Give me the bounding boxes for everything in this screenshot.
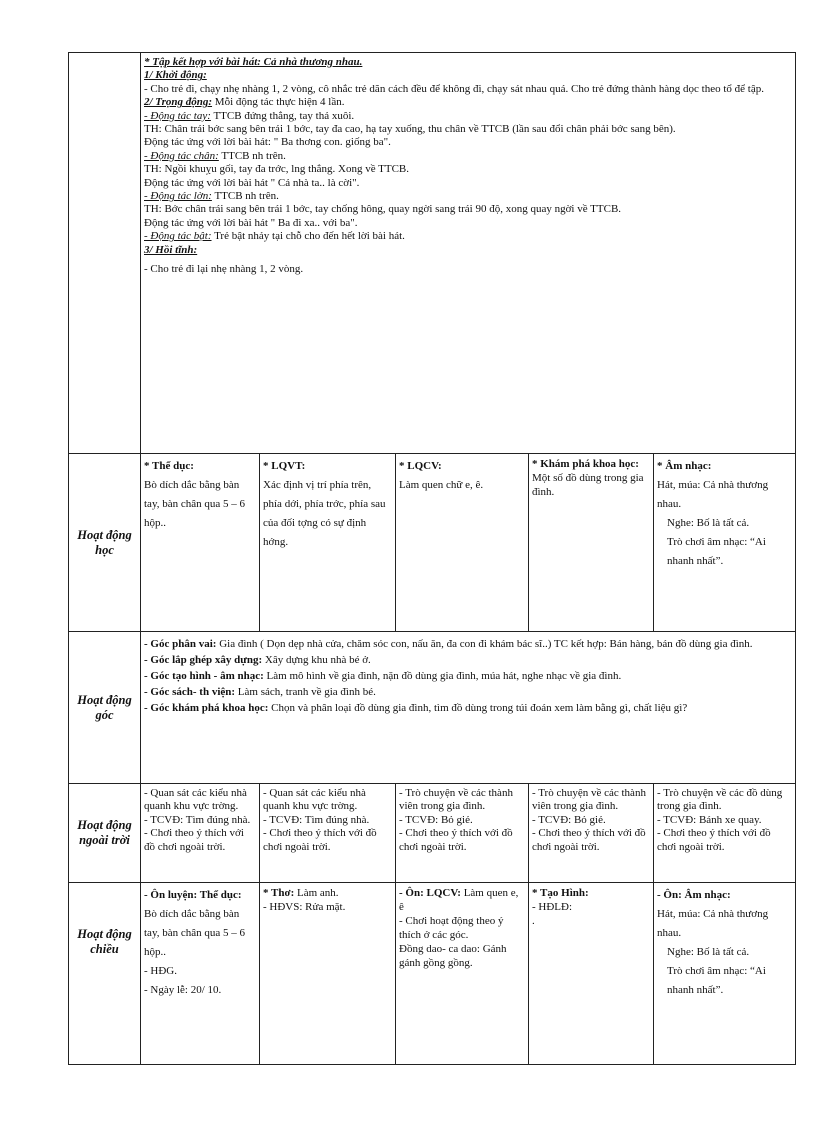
- cooldown-heading: 3/ Hồi tĩnh:: [144, 243, 198, 256]
- chieu-3-l2: - Chơi hoạt động theo ý thích ở các góc.: [399, 915, 504, 941]
- hoc-l2-5: Nghe: Bố là tất cả.: [667, 517, 750, 529]
- main-heading: 2/ Trọng động:: [144, 96, 213, 109]
- chieu-1-title: - Ôn luyện: Thể dục:: [144, 889, 242, 901]
- move-legs-label: - Động tác chân:: [144, 149, 219, 162]
- move-jump-label: - Động tác bật:: [144, 230, 212, 243]
- hoc-cell-1: [141, 454, 260, 632]
- row-goc: [69, 632, 796, 784]
- goc-val-2: Xây dựng khu nhà bé ở.: [262, 654, 371, 666]
- hoc-cell-4: [529, 454, 654, 632]
- chieu-5-body: Hát, múa: Cả nhà thương nhau.: [657, 908, 769, 939]
- hoc-cell-2: [260, 454, 396, 632]
- goc-val-4: Làm sách, tranh về gia đình bé.: [235, 686, 376, 698]
- ngoai-4-c: - Chơi theo ý thích với đồ chơi ngoài trời.: [532, 827, 646, 853]
- goc-key-2: - Góc lắp ghép xây dựng:: [144, 654, 263, 666]
- goc-key-4: - Góc sách- th viện:: [144, 686, 236, 698]
- goc-val-5: Chọn và phân loại đồ dùng gia đình, tìm đồ dùng trong túi đoán xem làm bằng gì, chất liệu gì?: [268, 702, 688, 714]
- chieu-cell-1: [141, 883, 260, 1065]
- chieu-cell-2: [260, 883, 396, 1065]
- ngoai-5-a: - Trò chuyện về các đồ dùng trong gia đình.: [657, 787, 783, 813]
- hoc-cell-3: [396, 454, 529, 632]
- chieu-5-title: - Ôn: Âm nhạc:: [657, 889, 731, 901]
- row-label-hoc: Hoạt động học: [69, 454, 141, 632]
- ngoai-1-c: - Chơi theo ý thích với đồ chơi ngoài trời.: [144, 827, 244, 853]
- row-ngoai: [69, 784, 796, 883]
- chieu-4-l3: .: [532, 915, 535, 927]
- goc-val-3: Làm mô hình về gia đình, nặn đồ dùng gia đình, múa hát, nghe nhạc về gia đình.: [263, 670, 622, 682]
- move-legs-text: TTCB nh trên.: [218, 149, 286, 162]
- hoc-body-3: Làm quen chữ e, ê.: [399, 479, 484, 491]
- ngoai-4-a: - Trò chuyện về các thành viên trong gia đình.: [532, 787, 646, 813]
- lesson-plan-table: [68, 52, 796, 1065]
- move-side-song: Động tác ứng với lời bài hát " Ba đi xa.. với ba".: [144, 216, 358, 229]
- hoc-title-2: * LQVT:: [263, 460, 306, 472]
- move-legs-th: TH: Ngồi khuỵu gối, tay đa trớc, lng thẳng. Xong về TTCB.: [144, 163, 409, 176]
- goc-key-1: - Góc phân vai:: [144, 638, 217, 650]
- goc-cell: [141, 632, 796, 784]
- ngoai-5-c: - Chơi theo ý thích với đồ chơi ngoài trời.: [657, 827, 771, 853]
- chieu-cell-3: [396, 883, 529, 1065]
- chieu-3-title: - Ôn: LQCV:: [399, 887, 461, 899]
- row-hoc: [69, 454, 796, 632]
- hoc-title-3: * LQCV:: [399, 460, 442, 472]
- ngoai-cell-2: [260, 784, 396, 883]
- ngoai-5-b: - TCVĐ: Bánh xe quay.: [657, 813, 762, 826]
- ngoai-1-a: - Quan sát các kiểu nhà quanh khu vực trờng.: [144, 787, 247, 813]
- chieu-4-l2: - HĐLĐ:: [532, 901, 573, 913]
- row-label-goc: Hoạt động góc: [69, 632, 141, 784]
- move-arms-song: Động tác ứng với lời bài hát: " Ba thơng con. giống ba".: [144, 136, 391, 149]
- chieu-1-l3: - Ngày lễ: 20/ 10.: [144, 984, 222, 996]
- ngoai-cell-1: [141, 784, 260, 883]
- hoc-body-2: Xác định vị trí phía trên, phía dới, phía trớc, phía sau của đối tợng có sự định hớng.: [263, 479, 386, 548]
- chieu-cell-4: [529, 883, 654, 1065]
- hoc-l3-5: Trò chơi âm nhạc: “Ai nhanh nhất”.: [667, 536, 766, 567]
- move-side-th: TH: Bớc chân trái sang bên trái 1 bớc, tay chống hông, quay ngời sang trái 90 độ, xong quay ngời về TTCB.: [144, 203, 622, 216]
- ngoai-3-c: - Chơi theo ý thích với đồ chơi ngoài trời.: [399, 827, 513, 853]
- move-jump-text: Trẻ bật nhảy tại chỗ cho đến hết lời bài hát.: [211, 230, 405, 243]
- chieu-1-l2: - HĐG.: [144, 965, 177, 977]
- move-legs-song: Động tác ứng với lời bài hát " Cả nhà ta.. là cời".: [144, 176, 360, 189]
- row-chieu: [69, 883, 796, 1065]
- row-label-ngoai: Hoạt động ngoài trời: [69, 784, 141, 883]
- warmup-text: - Cho trẻ đi, chạy nhẹ nhàng 1, 2 vòng, cô nhắc trẻ dãn cách đều để không đi, chạy sát nhau quá. Cho trẻ đứng thành hàng dọc theo tổ để tập.: [144, 82, 764, 95]
- ngoai-cell-5: [654, 784, 796, 883]
- chieu-1-body: Bò dích dắc bằng bàn tay, bàn chân qua 5 – 6 hộp..: [144, 908, 246, 958]
- chieu-3-title-rest: Làm quen e, ê: [399, 887, 519, 913]
- hoc-body-1: Bò dích dắc bằng bàn tay, bàn chân qua 5 – 6 hộp..: [144, 479, 246, 529]
- hoc-title-4: * Khám phá khoa học:: [532, 458, 639, 470]
- hoc-title-1: * Thể dục:: [144, 460, 194, 472]
- move-arms-text: TTCB đứng thẳng, tay thả xuôi.: [210, 109, 355, 122]
- main-heading-text: Mỗi động tác thực hiện 4 lần.: [212, 96, 345, 109]
- chieu-2-title-rest: Làm anh.: [294, 887, 339, 899]
- exercise-row: [69, 53, 796, 454]
- move-side-text: TTCB nh trên.: [211, 190, 279, 203]
- ngoai-2-b: - TCVĐ: Tìm đúng nhà.: [263, 813, 370, 826]
- ngoai-2-c: - Chơi theo ý thích với đồ chơi ngoài trời.: [263, 827, 377, 853]
- hoc-body-5: Hát, múa: Cả nhà thương nhau.: [657, 479, 769, 510]
- ngoai-3-b: - TCVĐ: Bỏ giẻ.: [399, 813, 473, 826]
- move-side-label: - Động tác lờn:: [144, 190, 212, 203]
- chieu-cell-5: [654, 883, 796, 1065]
- cooldown-text: - Cho trẻ đi lại nhẹ nhàng 1, 2 vòng.: [144, 263, 304, 276]
- ngoai-cell-3: [396, 784, 529, 883]
- chieu-2-title: * Thơ:: [263, 887, 295, 899]
- goc-key-5: - Góc khám phá khoa học:: [144, 702, 269, 714]
- hoc-body-4: Một số đồ dùng trong gia đình.: [532, 472, 644, 498]
- move-arms-label: - Động tác tay:: [144, 109, 211, 122]
- ngoai-4-b: - TCVĐ: Bỏ giẻ.: [532, 813, 606, 826]
- exercise-title: * Tập kết hợp với bài hát: Cả nhà thương nhau.: [144, 56, 363, 68]
- empty-label-cell: [69, 53, 141, 454]
- warmup-heading: 1/ Khởi động:: [144, 69, 207, 82]
- ngoai-cell-4: [529, 784, 654, 883]
- exercise-cell: [141, 53, 796, 454]
- row-label-chieu: Hoạt động chiều: [69, 883, 141, 1065]
- chieu-5-l2: Nghe: Bố là tất cả.: [667, 946, 750, 958]
- hoc-title-5: * Âm nhạc:: [657, 460, 712, 472]
- goc-key-3: - Góc tạo hình - âm nhạc:: [144, 670, 264, 682]
- chieu-4-title: * Tạo Hình:: [532, 887, 589, 899]
- ngoai-1-b: - TCVĐ: Tìm đúng nhà.: [144, 813, 251, 826]
- ngoai-2-a: - Quan sát các kiểu nhà quanh khu vực trờng.: [263, 787, 366, 813]
- chieu-3-l3: Đồng dao- ca dao: Gánh gánh gồng gồng.: [399, 943, 507, 969]
- goc-val-1: Gia đình ( Dọn dẹp nhà cửa, chăm sóc con, nấu ăn, đa con đi khám bác sĩ..) TC kết hợp: Bán hàng, bán đồ dùng gia đình.: [216, 638, 753, 650]
- move-arms-th: TH: Chân trái bớc sang bên trái 1 bớc, tay đa cao, hạ tay xuống, thu chân về TTCB (lần sau đổi chân phải bớc sang bên).: [144, 123, 676, 136]
- hoc-cell-5: [654, 454, 796, 632]
- ngoai-3-a: - Trò chuyện về các thành viên trong gia đình.: [399, 787, 513, 813]
- chieu-5-l3: Trò chơi âm nhạc: “Ai nhanh nhất”.: [667, 965, 766, 996]
- chieu-2-l2: - HĐVS: Rửa mặt.: [263, 901, 346, 913]
